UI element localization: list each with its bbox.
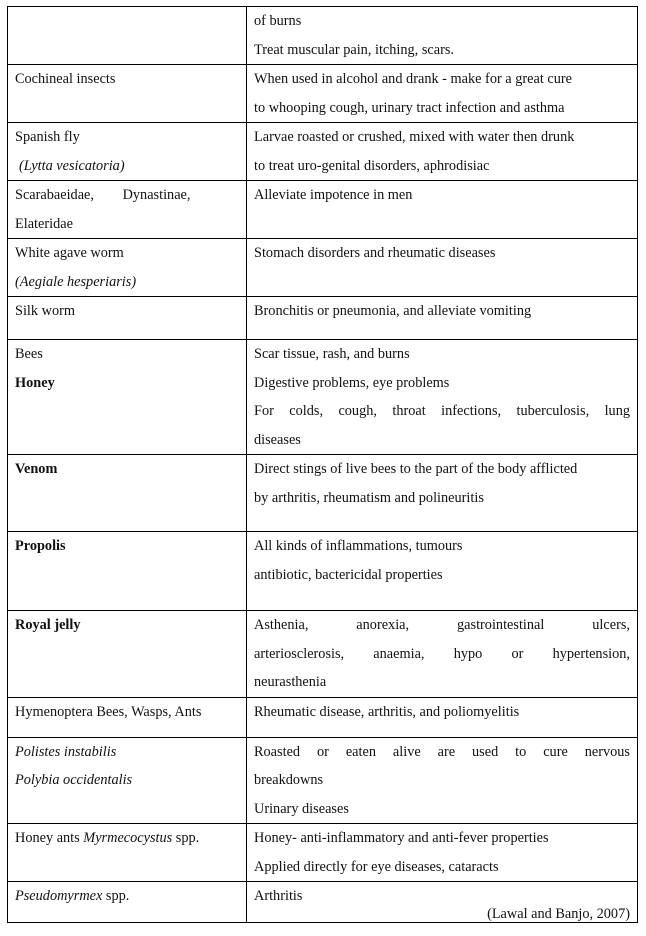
organism-product: Venom [15,461,58,477]
use-line: Digestive problems, eye problems [254,374,450,391]
organism-name: Cochineal insects [15,71,116,87]
organism-species: Myrmecocystus [83,830,173,846]
organism-name: Silk worm [15,303,75,319]
use-line: Asthenia, anorexia, gastrointestinal ulcers, [254,617,630,633]
organism-species: Polybia occidentalis [15,772,133,788]
table-row [8,239,638,297]
use-line: Direct stings of live bees to the part of the body afflicted [254,461,578,477]
organism-name-line [15,824,239,853]
table-row [8,181,638,239]
organism-cell [8,824,247,882]
use-line: Honey- anti-inflammatory and anti-fever properties [254,830,549,846]
citation: (Lawal and Banjo, 2007) [487,906,630,922]
use-line: Applied directly for eye diseases, cataracts [254,858,499,875]
use-line: antibiotic, bactericidal properties [254,566,443,583]
use-line: diseases [254,431,301,448]
use-cell [247,65,638,123]
use-cell [247,7,638,65]
use-line: Scar tissue, rash, and burns [254,346,410,362]
use-line: When used in alcohol and drank - make for a great cure [254,71,572,87]
organism-species: Polistes instabilis [15,743,117,760]
use-cell [247,532,638,611]
table-row [8,697,638,737]
table-row [8,611,638,698]
use-line: to whooping cough, urinary tract infection and asthma [254,99,565,116]
organism-cell [8,737,247,824]
use-line: by arthritis, rheumatism and polineuritis [254,489,484,506]
table-row [8,532,638,611]
use-line: Arthritis [254,888,303,904]
table-row [8,340,638,455]
use-line: of burns [254,13,302,29]
use-line: Stomach disorders and rheumatic diseases [254,245,496,261]
use-cell [247,737,638,824]
organism-cell [8,532,247,611]
use-cell [247,455,638,532]
use-cell [247,340,638,455]
use-line: Treat muscular pain, itching, scars. [254,41,454,58]
use-line: breakdowns [254,772,324,788]
organism-name-line [15,882,239,911]
organism-name: Hymenoptera Bees, Wasps, Ants [15,703,202,720]
organism-name: Spanish fly [15,129,80,145]
use-cell [247,123,638,181]
organism-suffix: spp. [102,888,130,904]
use-line: Bronchitis or pneumonia, and alleviate vomiting [254,303,532,319]
organism-product: Royal jelly [15,617,81,633]
use-line: to treat uro-genital disorders, aphrodisiac [254,157,490,174]
table-row [8,123,638,181]
organism-cell [8,340,247,455]
use-line: neurasthenia [254,674,327,690]
organism-name: Bees [15,346,43,362]
organism-name: Scarabaeidae, Dynastinae, [15,187,191,203]
table-row [8,7,638,65]
organism-cell [8,297,247,340]
use-line: Roasted or eaten alive are used to cure nervous [254,743,630,760]
use-cell [247,697,638,737]
organism-species: (Lytta vesicatoria) [19,157,125,174]
organism-species: Pseudomyrmex [15,888,103,904]
use-line: Larvae roasted or crushed, mixed with water then drunk [254,129,575,145]
table-row [8,65,638,123]
use-line: Alleviate impotence in men [254,187,413,203]
use-cell [247,297,638,340]
organism-cell [8,239,247,297]
organism-product: Honey [15,374,55,391]
use-line: For colds, cough, throat infections, tuberculosis, lung [254,403,630,419]
organism-cell [8,611,247,698]
use-cell [247,824,638,882]
table-row [8,297,638,340]
organism-species: (Aegiale hesperiaris) [15,273,137,290]
remedies-table [7,6,638,923]
organism-cell [8,65,247,123]
organism-cell [8,181,247,239]
organism-cell [8,7,247,65]
table-row [8,455,638,532]
organism-name: Honey ants [15,830,84,846]
organism-name: White agave worm [15,245,124,261]
use-cell [247,239,638,297]
organism-cell [8,882,247,923]
use-cell [247,611,638,698]
use-line: All kinds of inflammations, tumours [254,538,463,554]
organism-cell [8,455,247,532]
organism-name: Elateridae [15,215,73,232]
use-line: Urinary diseases [254,800,349,817]
use-line: Rheumatic disease, arthritis, and poliomyelitis [254,703,520,720]
organism-cell [8,123,247,181]
organism-suffix: spp. [172,830,200,846]
organism-product: Propolis [15,538,66,554]
use-line: arteriosclerosis, anaemia, hypo or hypertension, [254,645,630,662]
table-row [8,737,638,824]
table-row [8,824,638,882]
organism-cell [8,697,247,737]
use-cell [247,181,638,239]
